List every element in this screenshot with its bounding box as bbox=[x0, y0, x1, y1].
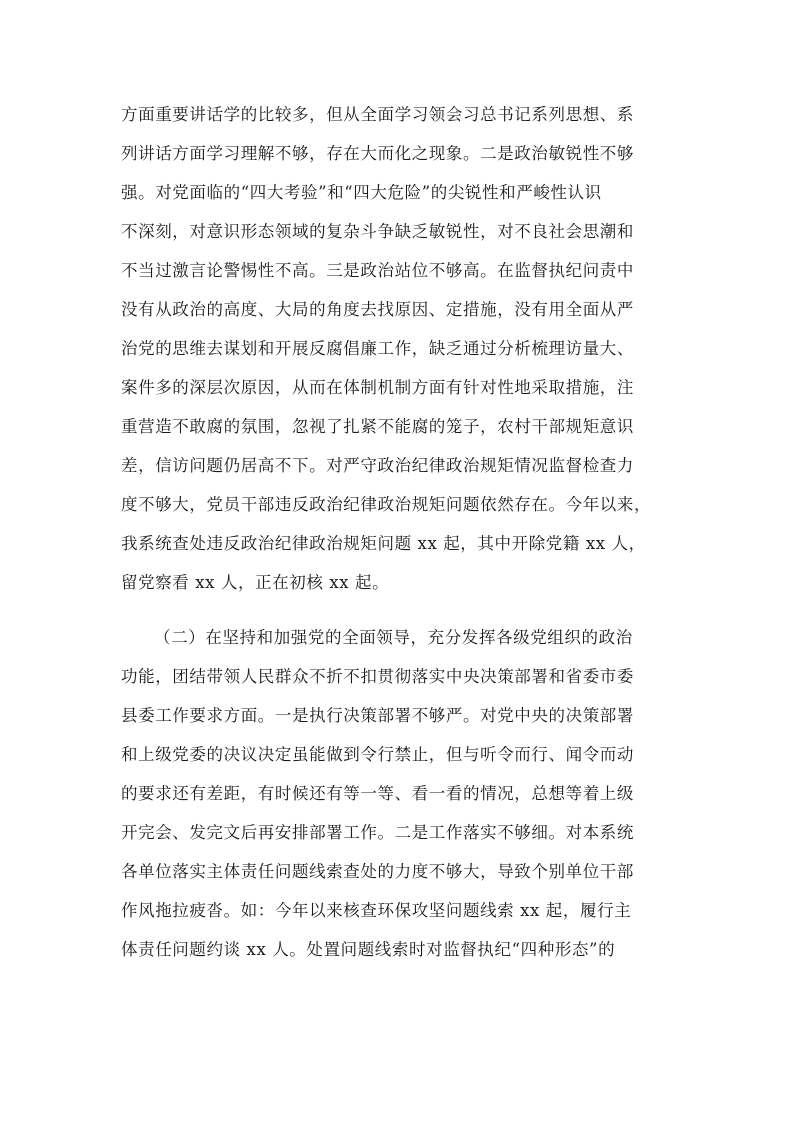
text-line: 的要求还有差距，有时候还有等一等、看一看的情况，总想等着上级 bbox=[121, 784, 634, 803]
text-line: 重营造不敢腐的氛围，忽视了扎紧不能腐的笼子，农村干部规矩意识 bbox=[121, 417, 634, 436]
text-line: 不当过激言论警惕性不高。三是政治站位不够高。在监督执纪问责中 bbox=[121, 261, 634, 280]
text-line: 我系统查处违反政治纪律政治规矩问题 xx 起，其中开除党籍 xx 人， bbox=[121, 534, 646, 553]
paragraph-heading-line: （二）在坚持和加强党的全面领导，充分发挥各级党组织的政治 bbox=[154, 628, 633, 647]
text-line: 强。对党面临的“四大考验”和“四大危险”的尖锐性和严峻性认识 bbox=[121, 183, 602, 202]
text-line: 没有从政治的高度、大局的角度去找原因、定措施，没有用全面从严 bbox=[121, 300, 634, 319]
text-line: 度不够大，党员干部违反政治纪律政治规矩问题依然存在。今年以来， bbox=[121, 495, 652, 514]
text-line: 案件多的深层次原因，从而在体制机制方面有针对性地采取措施，注 bbox=[121, 378, 634, 397]
text-line: 治党的思维去谋划和开展反腐倡廉工作，缺乏通过分析梳理访量大、 bbox=[121, 339, 634, 358]
text-line: 体责任问题约谈 xx 人。处置问题线索时对监督执纪“四种形态”的 bbox=[121, 940, 616, 959]
text-line: 功能，团结带领人民群众不折不扣贯彻落实中央决策部署和省委市委 bbox=[121, 667, 634, 686]
text-line: 和上级党委的决议决定虽能做到令行禁止，但与听令而行、闻令而动 bbox=[121, 745, 634, 764]
text-line: 列讲话方面学习理解不够，存在大而化之现象。二是政治敏锐性不够 bbox=[121, 144, 634, 163]
text-line: 开完会、发完文后再安排部署工作。二是工作落实不够细。对本系统 bbox=[121, 823, 634, 842]
text-line: 各单位落实主体责任问题线索查处的力度不够大，导致个别单位干部 bbox=[121, 862, 634, 881]
text-line: 作风拖拉疲沓。如：今年以来核查环保攻坚问题线索 xx 起，履行主 bbox=[121, 901, 632, 920]
text-line: 方面重要讲话学的比较多，但从全面学习领会习总书记系列思想、系 bbox=[121, 105, 634, 124]
text-line: 县委工作要求方面。一是执行决策部署不够严。对党中央的决策部署 bbox=[121, 706, 634, 725]
text-line: 留党察看 xx 人，正在初核 xx 起。 bbox=[121, 573, 390, 592]
text-line: 差，信访问题仍居高不下。对严守政治纪律政治规矩情况监督检查力 bbox=[121, 456, 634, 475]
text-line: 不深刻，对意识形态领域的复杂斗争缺乏敏锐性，对不良社会思潮和 bbox=[121, 222, 634, 241]
